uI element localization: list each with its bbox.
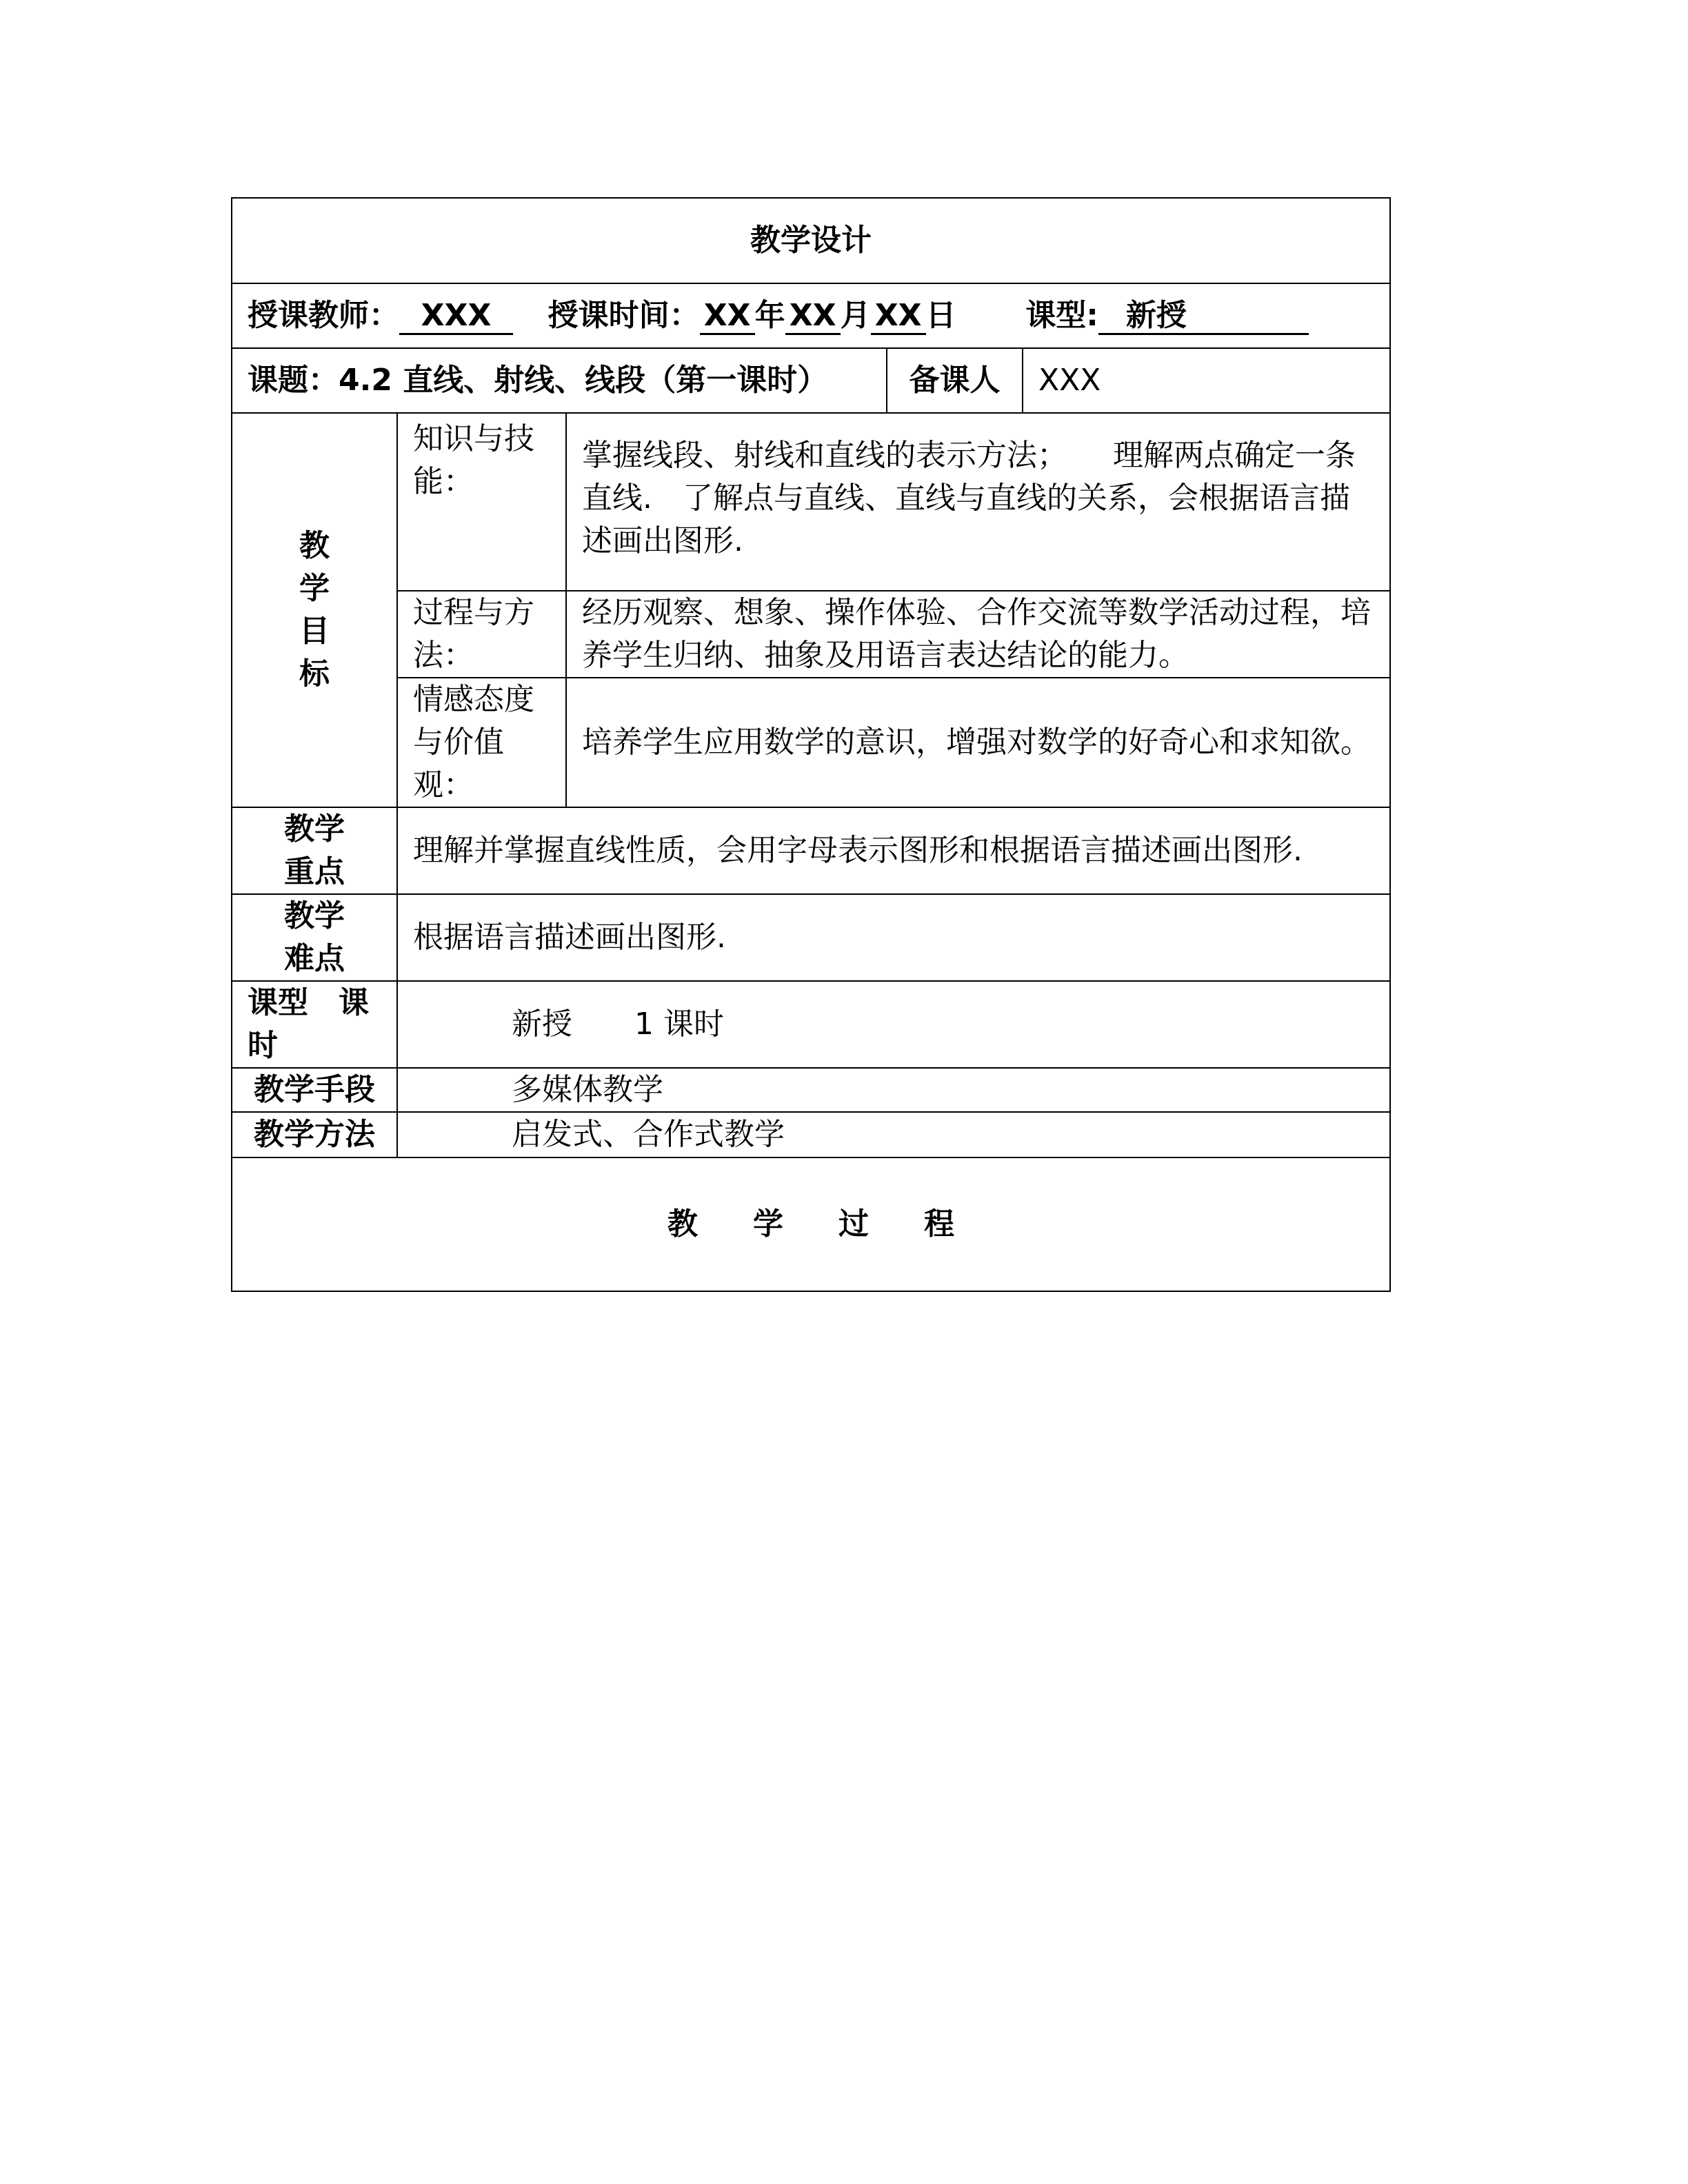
info-cell	[232, 283, 1390, 348]
process-char: 过	[838, 1206, 870, 1242]
goal-row-process	[232, 591, 1390, 678]
lesson-type-value: 新授	[512, 1007, 572, 1042]
time-label: 授课时间：	[547, 298, 700, 333]
method-row	[232, 1112, 1390, 1157]
process-char: 程	[924, 1206, 955, 1242]
means-text: 多媒体教学	[397, 1068, 1390, 1112]
year-value: XX	[700, 299, 755, 335]
means-row	[232, 1068, 1390, 1112]
goal-row-attitude	[232, 678, 1390, 807]
lesson-type-cell	[397, 981, 1390, 1068]
info-row	[232, 283, 1390, 348]
goals-heading-char: 目	[299, 614, 330, 649]
goal-row-knowledge	[232, 413, 1390, 591]
goal-text-knowledge: 掌握线段、射线和直线的表示方法； 理解两点确定一条直线. 了解点与直线、直线与直线的关系，会根据语言描述画出图形.	[566, 413, 1390, 591]
goals-heading-char: 教	[299, 528, 330, 563]
key-point-text: 理解并掌握直线性质，会用字母表示图形和根据语言描述画出图形.	[397, 807, 1390, 894]
goal-label-attitude: 情感态度与价值观：	[397, 678, 566, 807]
difficulty-text: 根据语言描述画出图形.	[397, 894, 1390, 981]
type-value: 新授	[1098, 299, 1309, 335]
teacher-label: 授课教师：	[248, 298, 399, 333]
goal-label-knowledge: 知识与技能：	[397, 413, 566, 591]
process-char: 学	[753, 1206, 784, 1242]
day-unit: 日	[925, 298, 956, 333]
day-value: XX	[871, 299, 926, 335]
preparer-label: 备课人	[887, 348, 1023, 413]
difficulty-row	[232, 894, 1390, 981]
month-unit: 月	[840, 298, 871, 333]
type-label: 课型:	[1025, 298, 1098, 333]
goal-text-process: 经历观察、想象、操作体验、合作交流等数学活动过程，培养学生归纳、抽象及用语言表达结论的能力。	[566, 591, 1390, 678]
method-text: 启发式、合作式教学	[397, 1112, 1390, 1157]
goals-heading-char: 学	[299, 571, 330, 606]
preparer-value: XXX	[1023, 348, 1390, 413]
difficulty-label: 教学难点	[232, 894, 397, 981]
goals-heading	[232, 413, 397, 807]
teacher-value: XXX	[399, 299, 513, 335]
title-row	[232, 198, 1390, 283]
document-title: 教学设计	[232, 198, 1390, 283]
topic-row	[232, 348, 1390, 413]
lesson-type-label: 课型 课时	[232, 981, 397, 1068]
lesson-hours-value: 1 课时	[634, 1007, 724, 1042]
method-label: 教学方法	[232, 1112, 397, 1157]
lesson-plan-table	[231, 197, 1391, 1292]
key-point-row	[232, 807, 1390, 894]
year-unit: 年	[754, 298, 785, 333]
goal-text-attitude: 培养学生应用数学的意识，增强对数学的好奇心和求知欲。	[566, 678, 1390, 807]
key-point-label: 教学重点	[232, 807, 397, 894]
means-label: 教学手段	[232, 1068, 397, 1112]
month-value: XX	[785, 299, 841, 335]
topic-label: 课题：4.2 直线、射线、线段（第一课时）	[232, 348, 887, 413]
lesson-type-row	[232, 981, 1390, 1068]
goals-heading-char: 标	[299, 656, 330, 691]
process-heading	[232, 1157, 1390, 1291]
goal-label-process: 过程与方法：	[397, 591, 566, 678]
process-char: 教	[667, 1206, 699, 1242]
process-row	[232, 1157, 1390, 1291]
